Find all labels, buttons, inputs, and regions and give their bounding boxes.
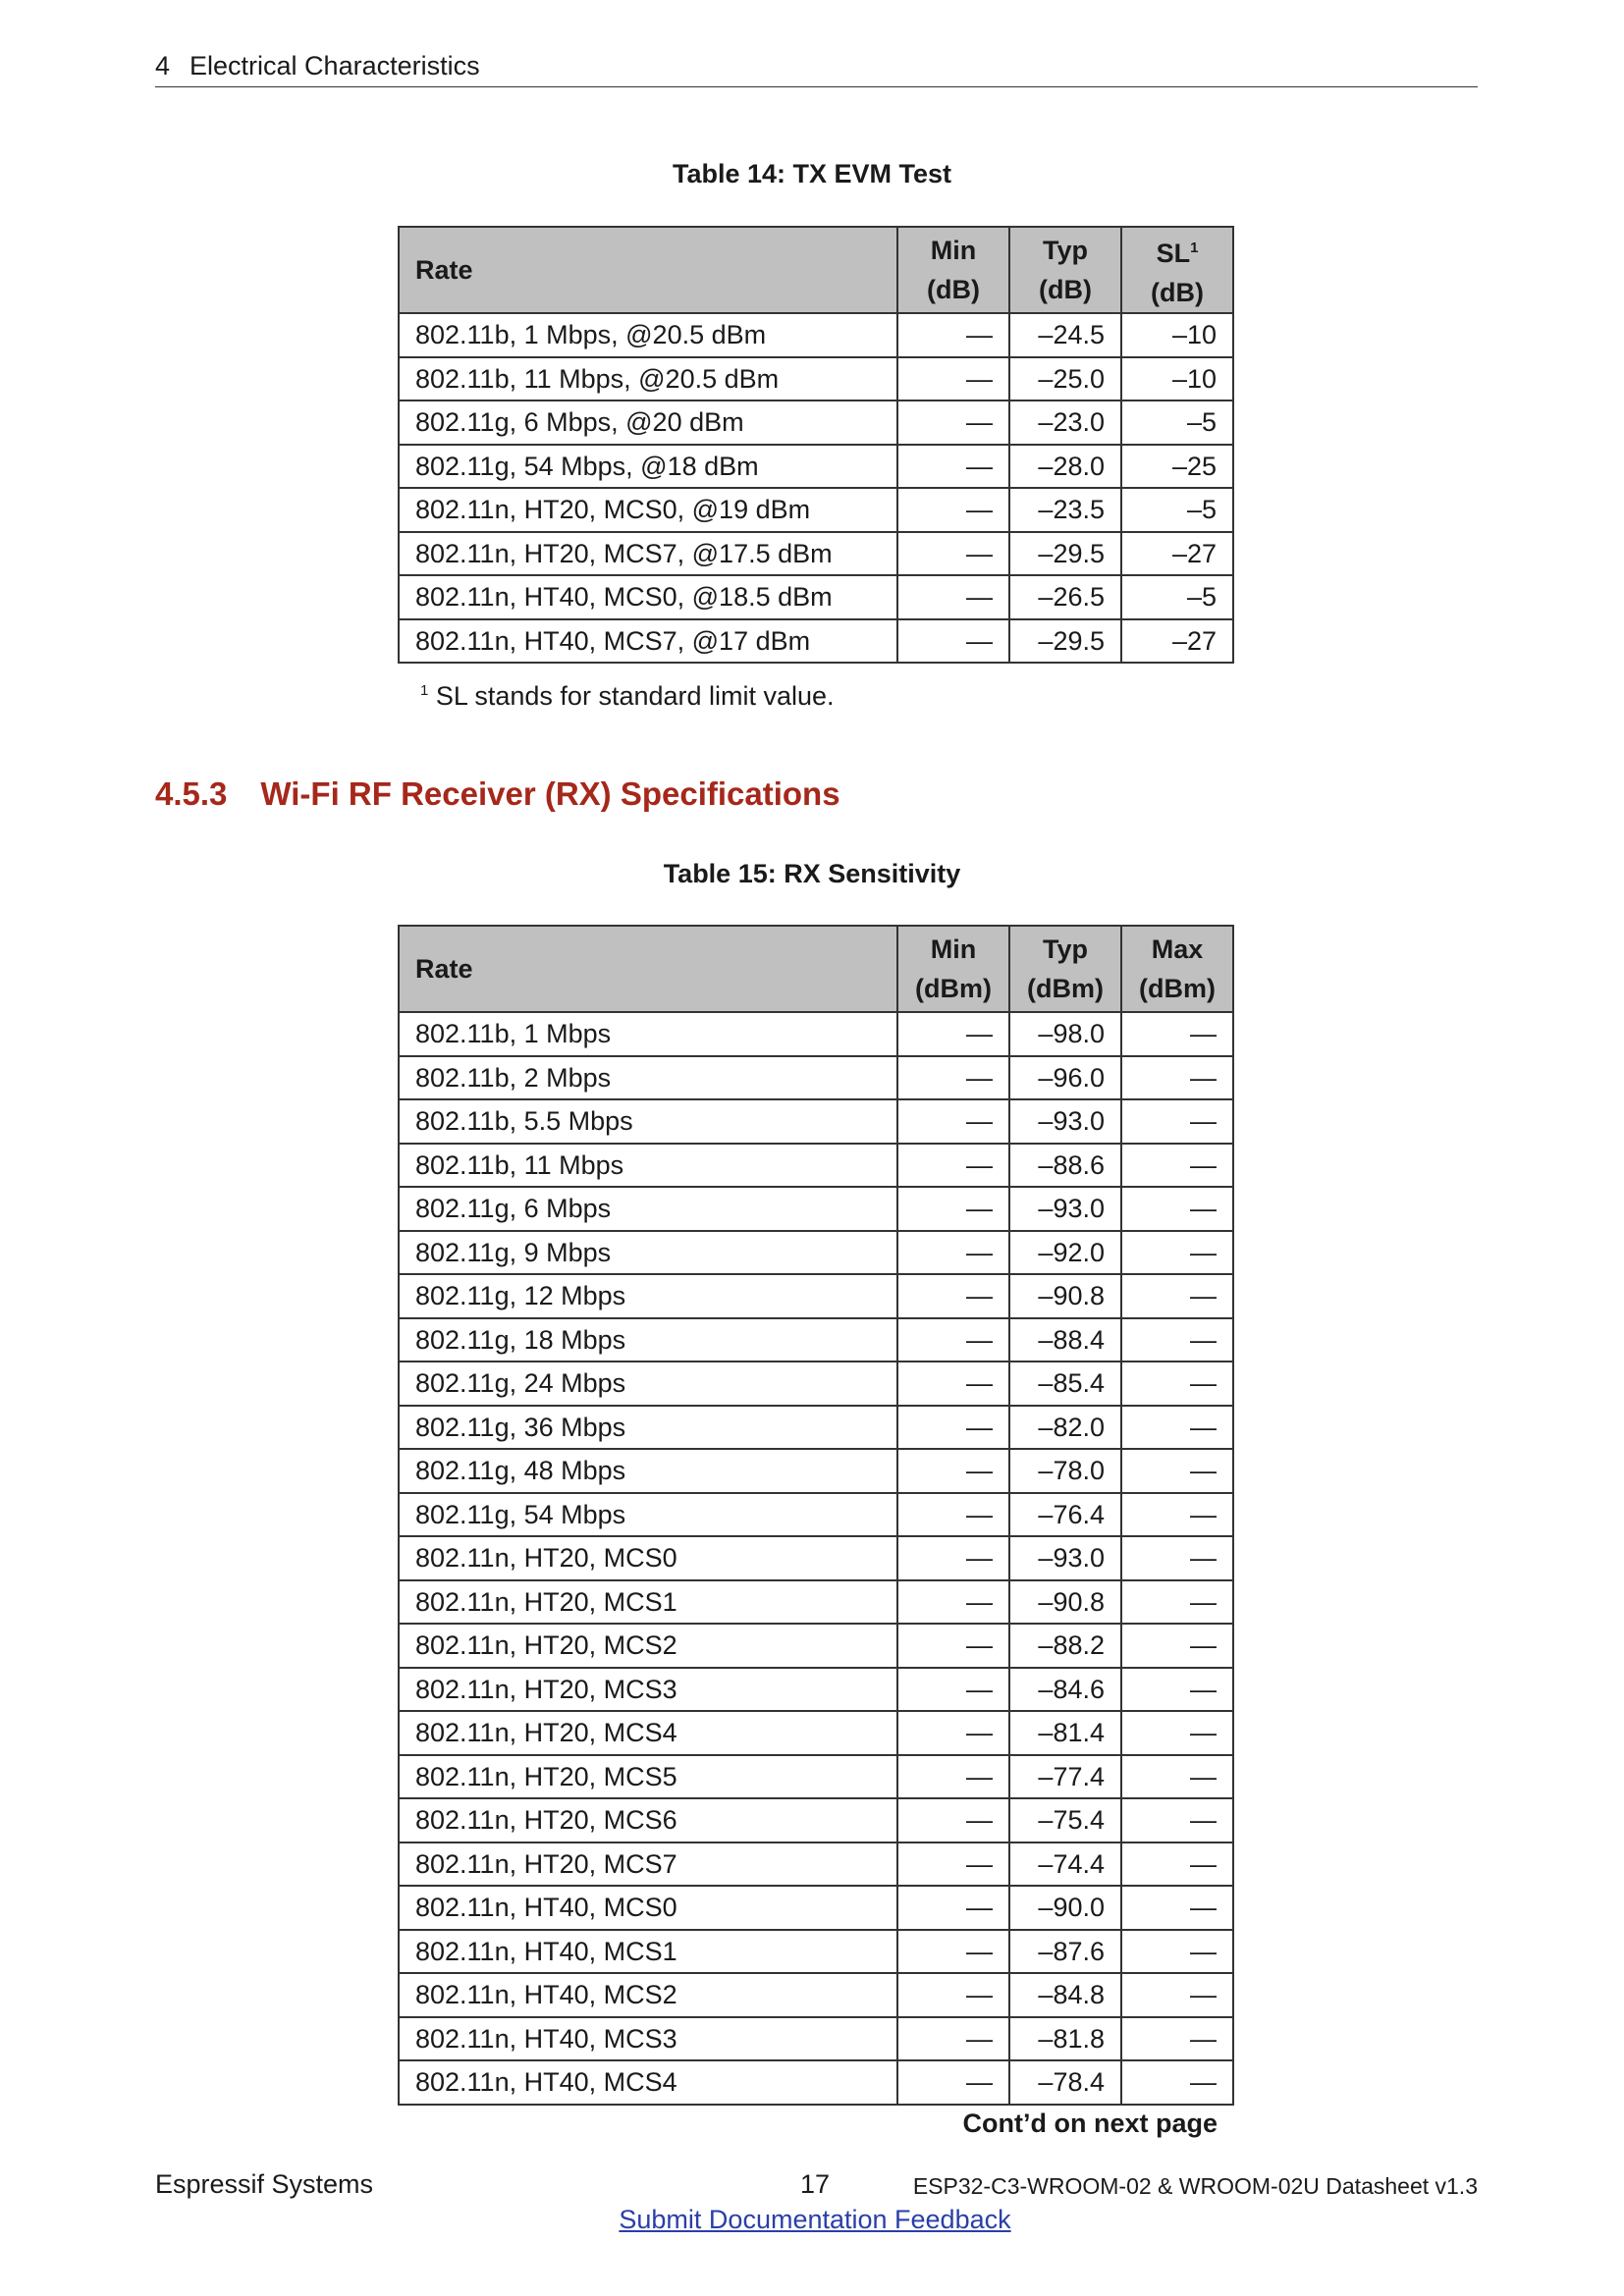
table-row (399, 2017, 1233, 2061)
column-header (1121, 926, 1233, 1012)
limit-cell: — (1121, 1318, 1233, 1362)
typ-cell: –81.8 (1009, 2017, 1121, 2061)
typ-cell: –93.0 (1009, 1536, 1121, 1580)
limit-cell: –10 (1121, 357, 1233, 401)
column-header (897, 926, 1009, 1012)
limit-cell: — (1121, 1886, 1233, 1930)
section-title: Wi-Fi RF Receiver (RX) Specifications (260, 775, 840, 812)
rate-cell: 802.11g, 54 Mbps, @18 dBm (399, 445, 897, 489)
min-cell: — (897, 1536, 1009, 1580)
min-cell: — (897, 400, 1009, 445)
rate-cell: 802.11n, HT20, MCS7, @17.5 dBm (399, 532, 897, 576)
column-header-label: Typ (1043, 236, 1088, 265)
submit-feedback-link[interactable]: Submit Documentation Feedback (619, 2205, 1011, 2234)
rate-cell: 802.11g, 48 Mbps (399, 1449, 897, 1493)
typ-cell: –85.4 (1009, 1362, 1121, 1406)
min-cell: — (897, 1973, 1009, 2017)
limit-cell: — (1121, 1624, 1233, 1668)
column-header (399, 227, 897, 313)
min-cell: — (897, 619, 1009, 664)
table-row (399, 357, 1233, 401)
rate-cell: 802.11b, 2 Mbps (399, 1056, 897, 1100)
limit-cell: — (1121, 1930, 1233, 1974)
rate-cell: 802.11b, 1 Mbps (399, 1012, 897, 1056)
table14-caption: Table 14: TX EVM Test (672, 159, 952, 188)
column-header-label: Max (1151, 934, 1204, 964)
table-row (399, 488, 1233, 532)
rate-cell: 802.11b, 11 Mbps, @20.5 dBm (399, 357, 897, 401)
min-cell: — (897, 1231, 1009, 1275)
table-row (399, 1624, 1233, 1668)
table-row (399, 575, 1233, 619)
limit-cell: — (1121, 1668, 1233, 1712)
min-cell: — (897, 1493, 1009, 1537)
rate-cell: 802.11n, HT20, MCS4 (399, 1711, 897, 1755)
column-header (1121, 227, 1233, 313)
min-cell: — (897, 488, 1009, 532)
column-header-unit: (dBm) (915, 974, 992, 1003)
rate-cell: 802.11n, HT40, MCS0, @18.5 dBm (399, 575, 897, 619)
typ-cell: –82.0 (1009, 1406, 1121, 1450)
min-cell: — (897, 1099, 1009, 1144)
table-row (399, 1362, 1233, 1406)
limit-cell: — (1121, 1056, 1233, 1100)
limit-cell: –25 (1121, 445, 1233, 489)
table-row (399, 1493, 1233, 1537)
column-header-label: Rate (415, 255, 473, 285)
table-row (399, 1231, 1233, 1275)
limit-cell: — (1121, 1711, 1233, 1755)
table-row (399, 313, 1233, 357)
typ-cell: –76.4 (1009, 1493, 1121, 1537)
min-cell: — (897, 1318, 1009, 1362)
rx-sensitivity-table (398, 925, 1234, 2106)
min-cell: — (897, 1362, 1009, 1406)
limit-cell: — (1121, 1798, 1233, 1842)
table-row (399, 1798, 1233, 1842)
limit-cell: — (1121, 1099, 1233, 1144)
table-header-row (399, 926, 1233, 1012)
table-row (399, 1930, 1233, 1974)
rate-cell: 802.11g, 54 Mbps (399, 1493, 897, 1537)
limit-cell: — (1121, 1536, 1233, 1580)
column-header-unit: (dB) (1039, 275, 1092, 304)
rate-cell: 802.11n, HT20, MCS1 (399, 1580, 897, 1625)
footer-doc-title: ESP32-C3-WROOM-02 & WROOM-02U Datasheet v1.3 (912, 2173, 1478, 2199)
column-header (1009, 926, 1121, 1012)
column-header-label: Rate (415, 954, 473, 984)
rate-cell: 802.11b, 5.5 Mbps (399, 1099, 897, 1144)
continued-note: Cont’d on next page (962, 2109, 1218, 2138)
limit-cell: –5 (1121, 400, 1233, 445)
typ-cell: –93.0 (1009, 1187, 1121, 1231)
min-cell: — (897, 1012, 1009, 1056)
limit-cell: — (1121, 1187, 1233, 1231)
typ-cell: –23.5 (1009, 488, 1121, 532)
header-rule (155, 86, 1478, 87)
running-header (155, 51, 500, 81)
min-cell: — (897, 357, 1009, 401)
typ-cell: –75.4 (1009, 1798, 1121, 1842)
rate-cell: 802.11n, HT40, MCS3 (399, 2017, 897, 2061)
min-cell: — (897, 532, 1009, 576)
min-cell: — (897, 1144, 1009, 1188)
rate-cell: 802.11n, HT40, MCS7, @17 dBm (399, 619, 897, 664)
min-cell: — (897, 1755, 1009, 1799)
typ-cell: –24.5 (1009, 313, 1121, 357)
typ-cell: –90.8 (1009, 1274, 1121, 1318)
table-row (399, 1711, 1233, 1755)
typ-cell: –87.6 (1009, 1930, 1121, 1974)
rate-cell: 802.11g, 6 Mbps (399, 1187, 897, 1231)
min-cell: — (897, 575, 1009, 619)
limit-cell: — (1121, 1973, 1233, 2017)
min-cell: — (897, 1449, 1009, 1493)
footnote-ref: 1 (1190, 239, 1199, 256)
footnote-mark: 1 (420, 682, 429, 699)
table-row (399, 1886, 1233, 1930)
table-row (399, 619, 1233, 664)
table-row (399, 1580, 1233, 1625)
column-header-label: SL (1156, 238, 1191, 268)
column-header-label: Min (930, 236, 977, 265)
column-header-unit: (dB) (927, 275, 980, 304)
typ-cell: –81.4 (1009, 1711, 1121, 1755)
column-header-unit: (dBm) (1027, 974, 1104, 1003)
column-header (399, 926, 897, 1012)
min-cell: — (897, 1886, 1009, 1930)
table14-footnote (420, 681, 835, 712)
typ-cell: –90.8 (1009, 1580, 1121, 1625)
typ-cell: –92.0 (1009, 1231, 1121, 1275)
table-row (399, 400, 1233, 445)
typ-cell: –90.0 (1009, 1886, 1121, 1930)
typ-cell: –98.0 (1009, 1012, 1121, 1056)
limit-cell: — (1121, 1493, 1233, 1537)
limit-cell: — (1121, 1012, 1233, 1056)
typ-cell: –77.4 (1009, 1755, 1121, 1799)
min-cell: — (897, 445, 1009, 489)
footer-page-number: 17 (799, 2169, 831, 2199)
limit-cell: –10 (1121, 313, 1233, 357)
table-row (399, 1668, 1233, 1712)
table-row (399, 1755, 1233, 1799)
limit-cell: — (1121, 1842, 1233, 1887)
limit-cell: –27 (1121, 532, 1233, 576)
min-cell: — (897, 1711, 1009, 1755)
typ-cell: –29.5 (1009, 532, 1121, 576)
limit-cell: — (1121, 1580, 1233, 1625)
rate-cell: 802.11n, HT20, MCS6 (399, 1798, 897, 1842)
table-row (399, 1274, 1233, 1318)
min-cell: — (897, 2060, 1009, 2105)
min-cell: — (897, 1580, 1009, 1625)
limit-cell: — (1121, 2017, 1233, 2061)
typ-cell: –96.0 (1009, 1056, 1121, 1100)
table-row (399, 1056, 1233, 1100)
min-cell: — (897, 1187, 1009, 1231)
table-row (399, 1406, 1233, 1450)
min-cell: — (897, 2017, 1009, 2061)
typ-cell: –25.0 (1009, 357, 1121, 401)
min-cell: — (897, 1624, 1009, 1668)
limit-cell: –5 (1121, 575, 1233, 619)
table-row (399, 1144, 1233, 1188)
rate-cell: 802.11g, 24 Mbps (399, 1362, 897, 1406)
min-cell: — (897, 1930, 1009, 1974)
min-cell: — (897, 1406, 1009, 1450)
rate-cell: 802.11g, 6 Mbps, @20 dBm (399, 400, 897, 445)
typ-cell: –23.0 (1009, 400, 1121, 445)
min-cell: — (897, 1668, 1009, 1712)
typ-cell: –88.2 (1009, 1624, 1121, 1668)
typ-cell: –88.6 (1009, 1144, 1121, 1188)
rate-cell: 802.11n, HT20, MCS7 (399, 1842, 897, 1887)
min-cell: — (897, 1798, 1009, 1842)
footer-company: Espressif Systems (155, 2169, 374, 2199)
limit-cell: — (1121, 1144, 1233, 1188)
table-row (399, 1318, 1233, 1362)
limit-cell: — (1121, 1231, 1233, 1275)
column-header (1009, 227, 1121, 313)
column-header-label: Min (930, 934, 977, 964)
table15-caption: Table 15: RX Sensitivity (663, 859, 961, 888)
table-row (399, 1973, 1233, 2017)
header-section-number: 4 (155, 51, 171, 80)
typ-cell: –88.4 (1009, 1318, 1121, 1362)
rate-cell: 802.11g, 36 Mbps (399, 1406, 897, 1450)
tx-evm-table (398, 226, 1234, 664)
typ-cell: –29.5 (1009, 619, 1121, 664)
rate-cell: 802.11n, HT20, MCS0 (399, 1536, 897, 1580)
limit-cell: — (1121, 1274, 1233, 1318)
min-cell: — (897, 313, 1009, 357)
typ-cell: –26.5 (1009, 575, 1121, 619)
table-row (399, 1187, 1233, 1231)
limit-cell: –27 (1121, 619, 1233, 664)
limit-cell: — (1121, 1449, 1233, 1493)
table-header-row (399, 227, 1233, 313)
rate-cell: 802.11b, 1 Mbps, @20.5 dBm (399, 313, 897, 357)
table-row (399, 1536, 1233, 1580)
rate-cell: 802.11n, HT40, MCS4 (399, 2060, 897, 2105)
limit-cell: — (1121, 1755, 1233, 1799)
table-row (399, 445, 1233, 489)
rate-cell: 802.11n, HT20, MCS5 (399, 1755, 897, 1799)
table-row (399, 532, 1233, 576)
limit-cell: — (1121, 1406, 1233, 1450)
table-row (399, 1099, 1233, 1144)
footnote-text: SL stands for standard limit value. (435, 681, 835, 711)
rate-cell: 802.11g, 18 Mbps (399, 1318, 897, 1362)
column-header (897, 227, 1009, 313)
rate-cell: 802.11n, HT40, MCS1 (399, 1930, 897, 1974)
rate-cell: 802.11n, HT40, MCS2 (399, 1973, 897, 2017)
limit-cell: — (1121, 2060, 1233, 2105)
typ-cell: –84.8 (1009, 1973, 1121, 2017)
table-row (399, 1842, 1233, 1887)
limit-cell: –5 (1121, 488, 1233, 532)
header-section-title: Electrical Characteristics (189, 51, 480, 80)
typ-cell: –74.4 (1009, 1842, 1121, 1887)
column-header-unit: (dBm) (1139, 974, 1216, 1003)
typ-cell: –78.4 (1009, 2060, 1121, 2105)
typ-cell: –28.0 (1009, 445, 1121, 489)
min-cell: — (897, 1056, 1009, 1100)
limit-cell: — (1121, 1362, 1233, 1406)
typ-cell: –84.6 (1009, 1668, 1121, 1712)
section-heading (155, 775, 874, 813)
table-row (399, 1449, 1233, 1493)
rate-cell: 802.11g, 9 Mbps (399, 1231, 897, 1275)
table-row (399, 1012, 1233, 1056)
rate-cell: 802.11n, HT40, MCS0 (399, 1886, 897, 1930)
min-cell: — (897, 1274, 1009, 1318)
table-row (399, 2060, 1233, 2105)
typ-cell: –78.0 (1009, 1449, 1121, 1493)
column-header-label: Typ (1043, 934, 1088, 964)
rate-cell: 802.11n, HT20, MCS0, @19 dBm (399, 488, 897, 532)
typ-cell: –93.0 (1009, 1099, 1121, 1144)
section-number: 4.5.3 (155, 775, 228, 812)
rate-cell: 802.11n, HT20, MCS3 (399, 1668, 897, 1712)
min-cell: — (897, 1842, 1009, 1887)
rate-cell: 802.11g, 12 Mbps (399, 1274, 897, 1318)
column-header-unit: (dB) (1151, 277, 1204, 307)
rate-cell: 802.11b, 11 Mbps (399, 1144, 897, 1188)
rate-cell: 802.11n, HT20, MCS2 (399, 1624, 897, 1668)
